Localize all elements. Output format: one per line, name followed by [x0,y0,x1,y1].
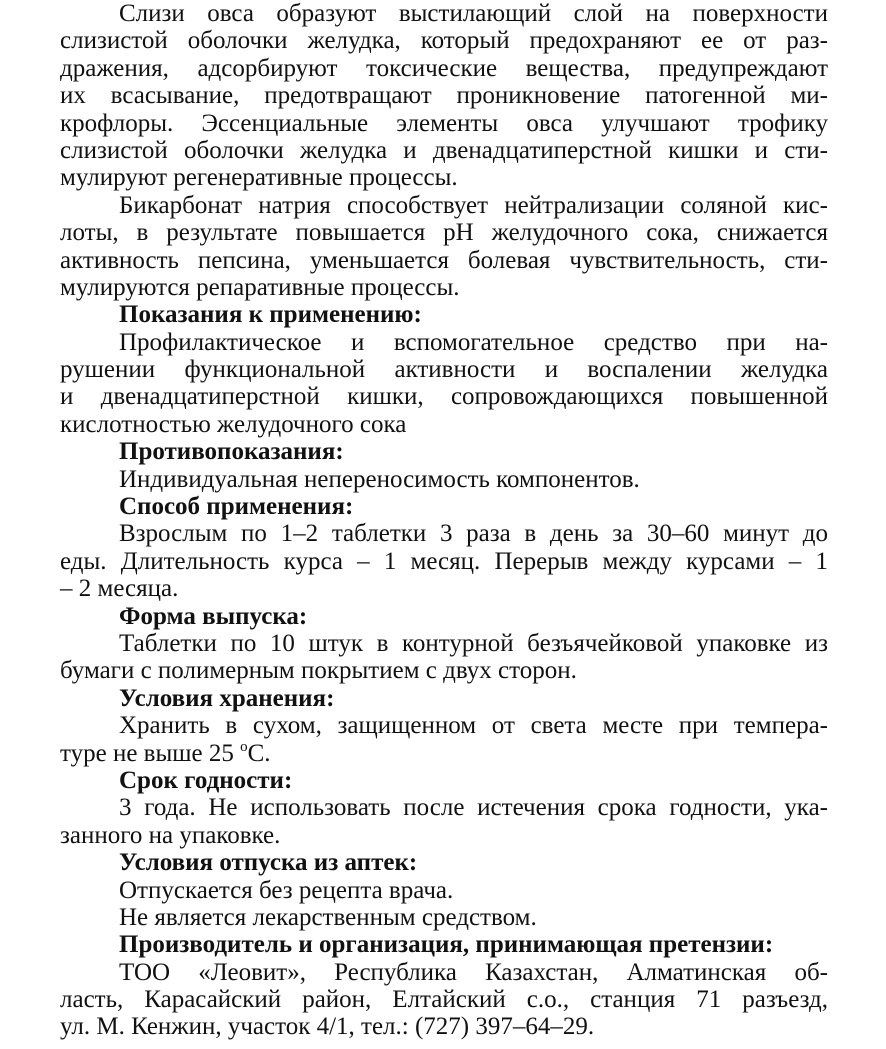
text-line: мулируют регенеративные процессы. [60,164,458,192]
paragraph-sodium-bicarbonate [60,192,828,302]
text-line: Таблетки по 10 штук в контурной безъячейковой упаковке из [119,629,828,657]
text-line: Взрослым по 1–2 таблетки 3 раза в день за 30–60 минут до [119,520,828,548]
text-line: Бикарбонат натрия способствует нейтрализации соляной кис- [119,191,828,219]
section-heading: Условия хранения: [119,684,335,712]
paragraph-oat-mucus [60,0,828,192]
text-line: рушении функциональной активности и воспалении желудка [60,356,828,384]
text-line: занного на упаковке. [60,821,281,849]
section-shelf-life [60,767,828,849]
text-line: бумаги с полимерным покрытием с двух сторон. [60,657,577,685]
section-indications [60,301,828,438]
text-line: 3 года. Не использовать после истечения срока годности, ука- [119,794,828,822]
section-heading: Срок годности: [119,766,293,794]
text-line: Отпускается без рецепта врача. [119,876,454,904]
text-line: дражения, адсорбируют токсические вещества, предупреждают [60,54,828,82]
text-line: ТОО «Леовит», Республика Казахстан, Алматинская об- [119,958,828,986]
text-line: ул. М. Кенжин, участок 4/1, тел.: (727) 397–64–29. [60,1013,595,1041]
text-line: Не является лекарственным средством. [119,903,537,931]
text-line: Слизи овса образуют выстилающий слой на поверхности [119,0,828,27]
text-line: Индивидуальная непереносимость компонентов. [119,465,640,493]
text-line: Профилактическое и вспомогательное средство при на- [119,328,828,356]
text-line: их всасывание, предотвращают проникновение патогенной ми- [60,82,828,110]
degree-sign: о [240,738,248,755]
text-line: мулируются репаративные процессы. [60,273,460,301]
text-line: – 2 месяца. [60,575,179,603]
section-storage [60,685,828,767]
section-heading: Способ применения: [119,493,354,521]
text-line: активность пепсина, уменьшается болевая чувствительность, сти- [60,246,828,274]
text-line: ласть, Карасайский район, Елтайский с.о., станция 71 разъезд, [60,986,828,1014]
section-heading: Форма выпуска: [119,602,308,630]
section-release-form [60,603,828,685]
section-heading: Противопоказания: [119,438,344,466]
text-line: еды. Длительность курса – 1 месяц. Перерыв между курсами – 1 [60,547,828,575]
text-line: кислотностью желудочного сока [60,410,407,438]
document-page [60,0,828,1041]
section-usage [60,493,828,603]
section-contraindications [60,438,828,493]
text-line: Хранить в сухом, защищенном от света месте при темпера- [119,712,828,740]
section-heading: Условия отпуска из аптек: [119,849,418,877]
section-heading: Показания к применению: [119,301,422,329]
section-heading: Производитель и организация, принимающая претензии: [119,931,774,959]
temperature-unit: С. [247,739,271,767]
text-line: слизистой оболочки желудка, который предохраняют ее от раз- [60,27,828,55]
section-dispensing [60,849,828,931]
section-manufacturer [60,931,828,1041]
temperature-text: туре не выше 25 [60,739,241,767]
text-line: и двенадцатиперстной кишки, сопровождающихся повышенной [60,383,828,411]
text-line [60,740,828,767]
text-line: слизистой оболочки желудка и двенадцатиперстной кишки и сти- [60,136,828,164]
text-line: лоты, в результате повышается pH желудочного сока, снижается [60,219,828,247]
text-line: крофлоры. Эссенциальные элементы овса улучшают трофику [60,109,828,137]
